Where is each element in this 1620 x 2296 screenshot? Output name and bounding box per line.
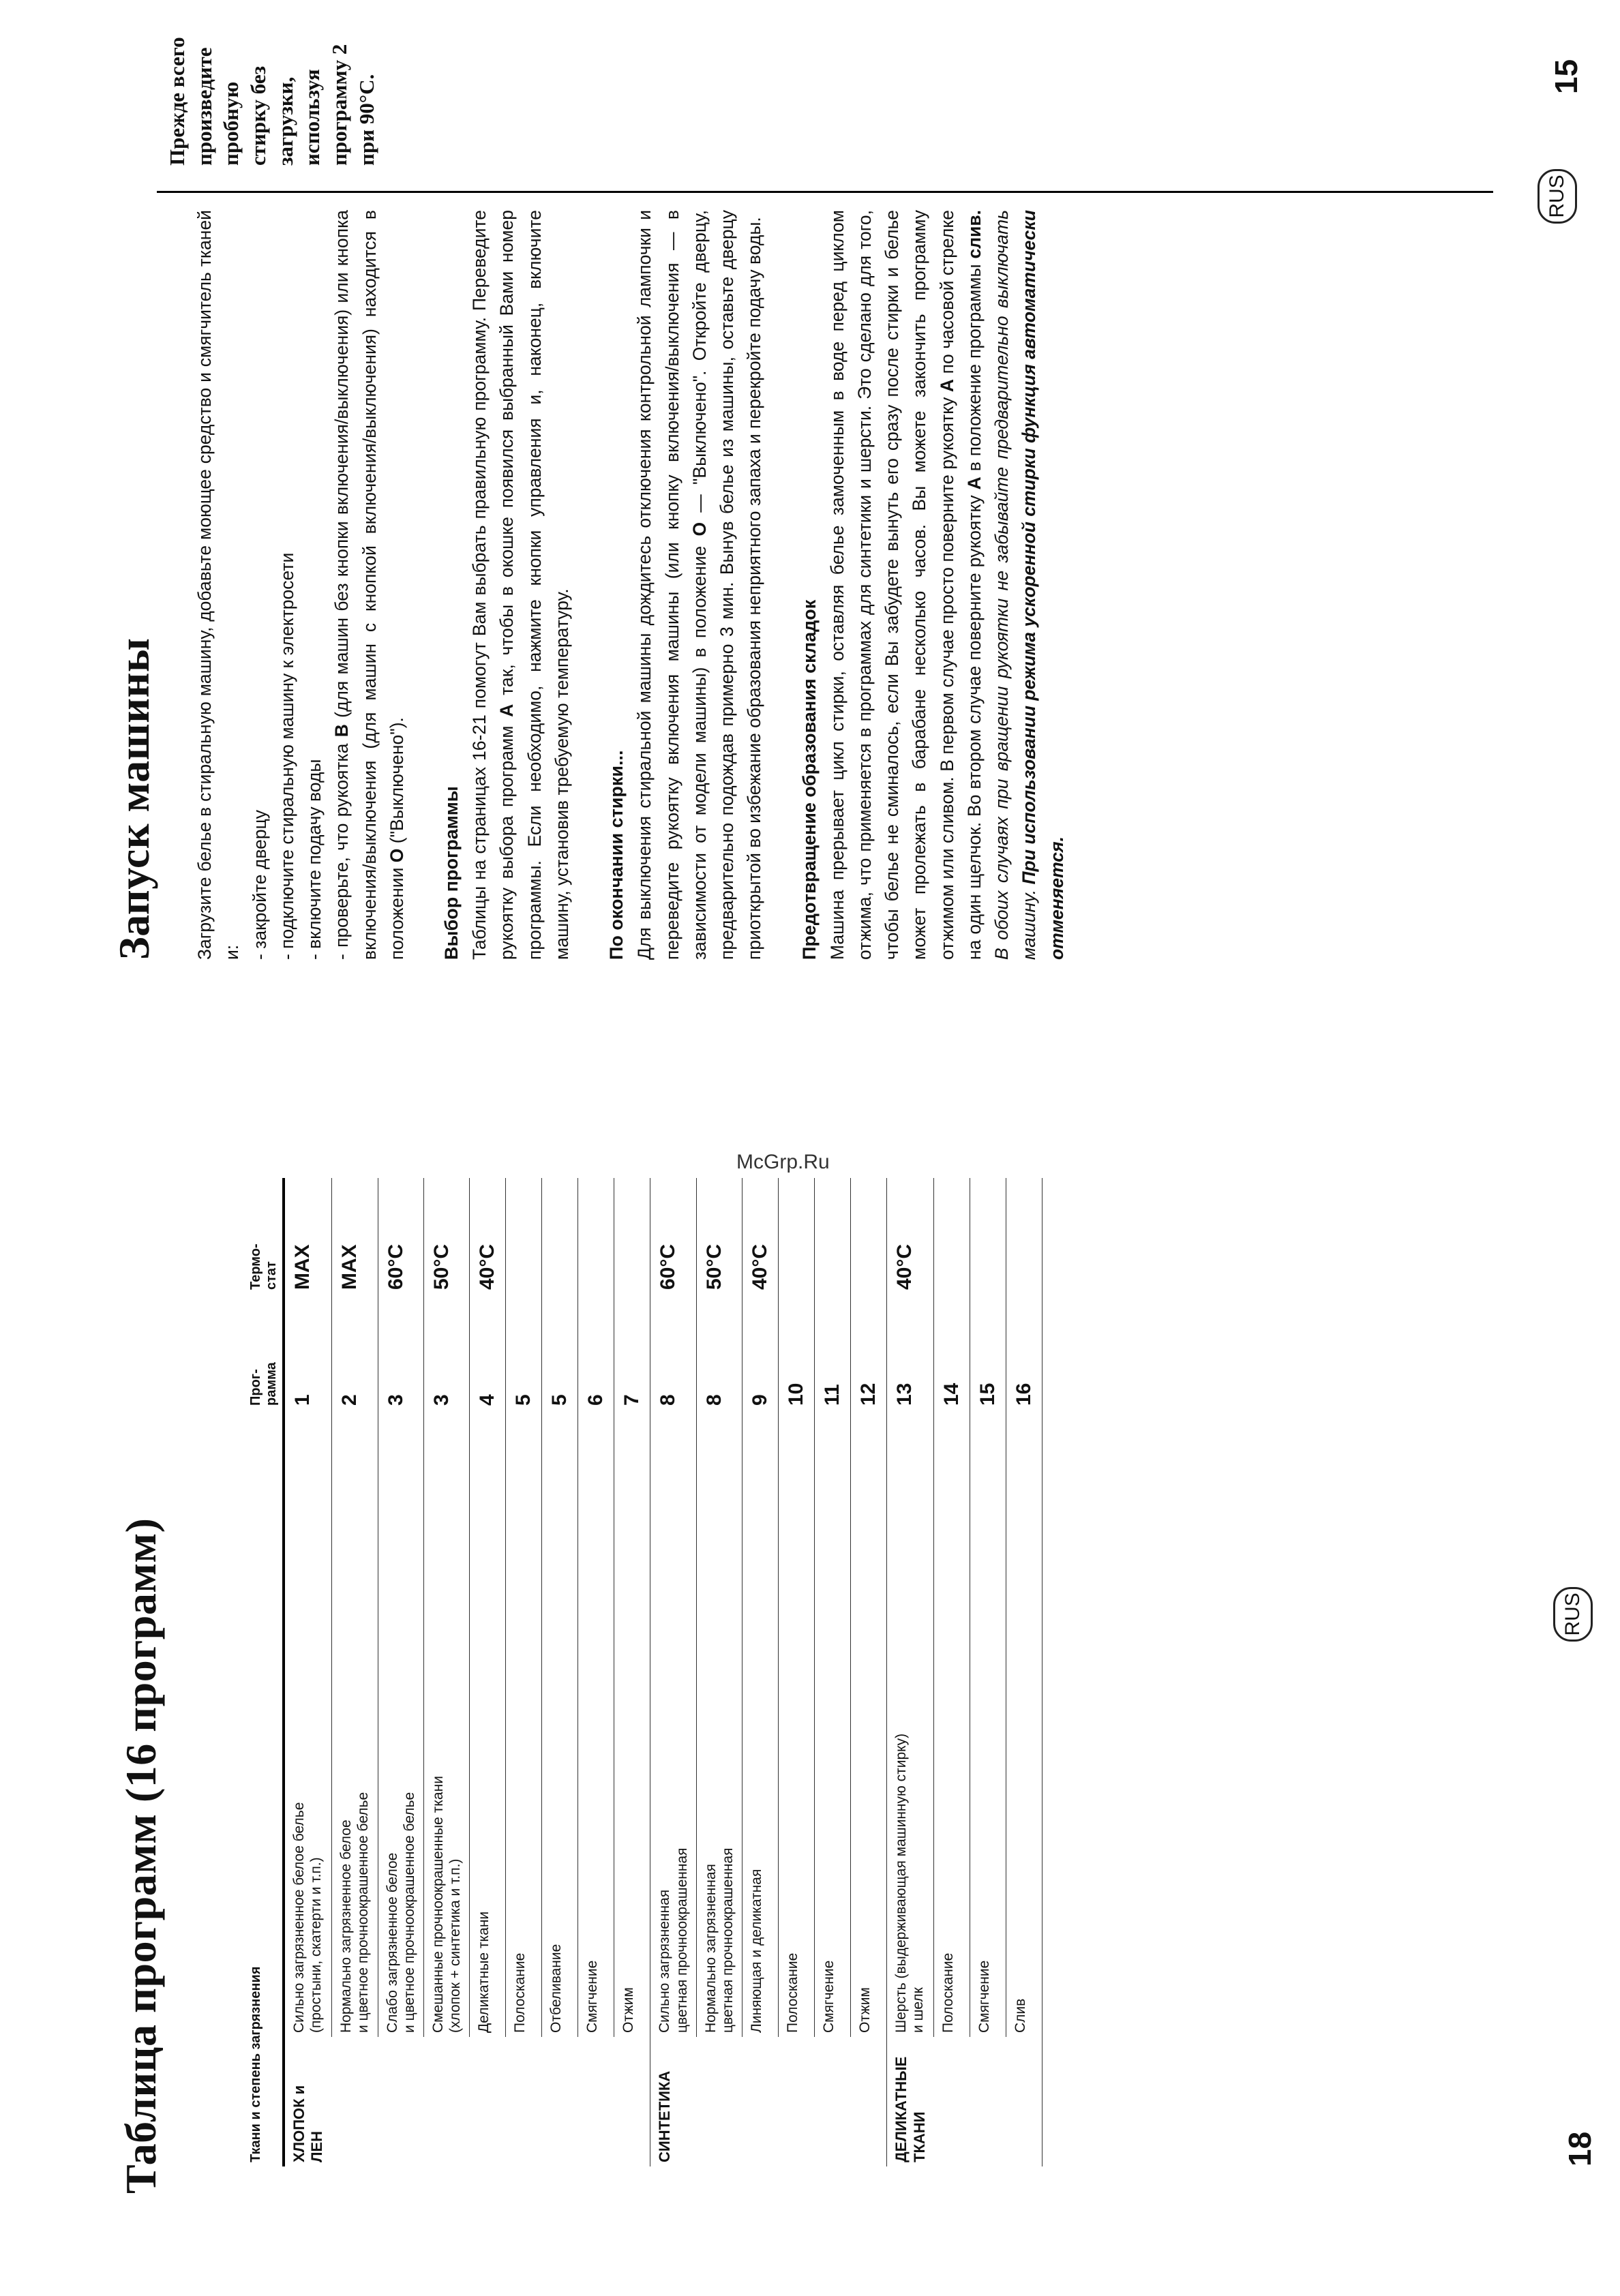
thermostat-cell bbox=[851, 1178, 887, 1294]
instructions-body bbox=[191, 210, 1070, 960]
program-number-cell: 9 bbox=[742, 1294, 779, 1410]
description-cell: Полоскание bbox=[779, 1410, 815, 2037]
description-cell: Смягчение bbox=[970, 1410, 1006, 2037]
description-cell: Сильно загрязненная цветная прочноокрашенная bbox=[650, 1410, 696, 2037]
table-row bbox=[887, 1178, 934, 2166]
step-4-knob-b: B bbox=[331, 724, 352, 738]
table-row bbox=[284, 1178, 332, 2166]
program-number-cell: 6 bbox=[578, 1294, 614, 1410]
sec3-knob-a-1: A bbox=[936, 378, 957, 393]
category-cell bbox=[424, 2037, 470, 2166]
sec1-text-a: Таблицы на страницах 16-21 помогут Вам выбрать правильную программу. Переведите рукоятку выбора программ bbox=[469, 210, 518, 960]
description-cell: Полоскание bbox=[934, 1410, 970, 2037]
table-row bbox=[470, 1178, 506, 2166]
thermostat-cell bbox=[779, 1178, 815, 1294]
program-number-cell: 15 bbox=[970, 1294, 1006, 1410]
program-number-cell: 10 bbox=[779, 1294, 815, 1410]
section-after-wash-text bbox=[631, 210, 768, 960]
sec1-knob-a: A bbox=[496, 704, 518, 717]
category-cell bbox=[779, 2037, 815, 2166]
header-program: Прог- рамма bbox=[245, 1294, 284, 1410]
section-program-select-title: Выбор программы bbox=[441, 786, 462, 960]
program-number-cell: 8 bbox=[650, 1294, 696, 1410]
step-4-text-e: ("Выключено"). bbox=[386, 717, 407, 849]
program-number-cell: 13 bbox=[887, 1294, 934, 1410]
program-number-cell: 3 bbox=[378, 1294, 423, 1410]
sec2-text-c: — "Выключено". Откройте дверцу, предварительно подождав примерно 3 мин. Вынув белье из машины, оставьте дверцу приоткрытой во избежание образования неприятного запаха и перекройте подачу воды. bbox=[689, 210, 765, 960]
program-number-cell: 11 bbox=[815, 1294, 851, 1410]
category-cell: ХЛОПОК и ЛЕН bbox=[290, 2085, 326, 2162]
category-cell bbox=[1006, 2037, 1042, 2166]
sec3-text-c: по часовой стрелке на один щелчок. Во втором случае поверните рукоятку bbox=[936, 210, 985, 960]
thermostat-cell bbox=[970, 1178, 1006, 1294]
category-cell bbox=[578, 2037, 614, 2166]
section-title: Запуск машины bbox=[110, 637, 158, 960]
program-number-cell: 12 bbox=[851, 1294, 887, 1410]
description-cell: Отжим bbox=[614, 1410, 650, 2037]
thermostat-cell: 40°C bbox=[887, 1178, 934, 1294]
category-cell bbox=[614, 2037, 650, 2166]
table-row bbox=[742, 1178, 779, 2166]
program-number-cell: 8 bbox=[696, 1294, 742, 1410]
sec1-text-c: так, чтобы в окошке появился выбранный Вами номер программы. Если необходимо, нажмите кнопки управления и, наконец, включите машину, установив требуемую температуру. bbox=[496, 210, 572, 960]
step-2: - подключите стиральную машину к электросети bbox=[276, 552, 297, 960]
page-title: Таблица программ (16 программ) bbox=[117, 1517, 165, 2194]
header-fabric: Ткани и степень загрязнения bbox=[245, 1410, 284, 2166]
table-row bbox=[578, 1178, 614, 2166]
step-3: - включите подачу воды bbox=[304, 759, 325, 960]
program-number-cell: 14 bbox=[934, 1294, 970, 1410]
thermostat-cell: 50°C bbox=[696, 1178, 742, 1294]
step-4-text-a: - проверьте, что рукоятка bbox=[331, 737, 352, 960]
table-row bbox=[851, 1178, 887, 2166]
program-number-cell: 4 bbox=[470, 1294, 506, 1410]
description-cell: Деликатные ткани bbox=[470, 1410, 506, 2037]
thermostat-cell bbox=[1006, 1178, 1042, 1294]
intro-text: Загрузите белье в стиральную машину, добавьте моющее средство и смягчитель тканей и: bbox=[194, 210, 243, 960]
description-cell: Смешанные прочноокрашенные ткани (хлопок + синтетика и т.п.) bbox=[424, 1410, 470, 2037]
description-cell: Нормально загрязненное белое и цветное прочноокрашенное белье bbox=[332, 1410, 378, 2037]
page-number-15: 15 bbox=[1548, 59, 1584, 94]
category-cell bbox=[851, 2037, 887, 2166]
thermostat-cell: 40°C bbox=[470, 1178, 506, 1294]
thermostat-cell bbox=[815, 1178, 851, 1294]
program-number-cell: 2 bbox=[332, 1294, 378, 1410]
table-row bbox=[614, 1178, 650, 2166]
category-cell bbox=[970, 2037, 1006, 2166]
sec3-drain: слив. bbox=[963, 209, 985, 259]
step-4 bbox=[328, 210, 410, 960]
sec3-knob-a-2: A bbox=[963, 477, 985, 490]
thermostat-cell bbox=[506, 1178, 542, 1294]
category-cell bbox=[332, 2037, 378, 2166]
description-cell: Сильно загрязненное белое белье (простыни, скатерти и т.п.) bbox=[284, 1410, 332, 2037]
section-crease-title: Предотвращение образования складок bbox=[798, 599, 820, 960]
thermostat-cell bbox=[542, 1178, 578, 1294]
sec3-text-e: в положение программы bbox=[963, 258, 985, 477]
program-number-cell: 7 bbox=[614, 1294, 650, 1410]
category-cell: СИНТЕТИКА bbox=[656, 2070, 674, 2162]
category-cell bbox=[506, 2037, 542, 2166]
thermostat-cell bbox=[934, 1178, 970, 1294]
sidebar-divider bbox=[157, 191, 1493, 193]
category-cell bbox=[470, 2037, 506, 2166]
thermostat-cell: 60°C bbox=[650, 1178, 696, 1294]
description-cell: Линяющая и деликатная bbox=[742, 1410, 779, 2037]
description-cell: Слабо загрязненное белое и цветное прочноокрашенное белье bbox=[378, 1410, 423, 2037]
section-program-select-text bbox=[466, 210, 575, 960]
lang-badge-left: RUS bbox=[1553, 1587, 1593, 1642]
table-row bbox=[970, 1178, 1006, 2166]
table-row bbox=[378, 1178, 423, 2166]
sec2-text-a: Для выключения стиральной машины дождитесь отключения контрольной лампочки и переведите рукоятку включения машины (или кнопку включения/выключения — в зависимости от модели машины) в положение bbox=[634, 210, 710, 960]
table-row bbox=[934, 1178, 970, 2166]
description-cell: Смягчение bbox=[815, 1410, 851, 2037]
table-row bbox=[779, 1178, 815, 2166]
description-cell: Слив bbox=[1006, 1410, 1042, 2037]
category-cell bbox=[696, 2037, 742, 2166]
page-18 bbox=[0, 1178, 1620, 2296]
table-row bbox=[332, 1178, 378, 2166]
thermostat-cell: 50°C bbox=[424, 1178, 470, 1294]
header-thermostat: Термо- стат bbox=[245, 1178, 284, 1294]
description-cell: Полоскание bbox=[506, 1410, 542, 2037]
category-cell bbox=[815, 2037, 851, 2166]
thermostat-cell bbox=[614, 1178, 650, 1294]
step-1: - закройте дверцу bbox=[249, 809, 270, 960]
lang-badge-right: RUS bbox=[1537, 169, 1577, 224]
table-row bbox=[696, 1178, 742, 2166]
table-header-row bbox=[245, 1178, 284, 2166]
program-number-cell: 5 bbox=[506, 1294, 542, 1410]
table-row bbox=[424, 1178, 470, 2166]
watermark: McGrp.Ru bbox=[736, 1151, 830, 1173]
page-number-18: 18 bbox=[1562, 2131, 1597, 2166]
category-cell bbox=[542, 2037, 578, 2166]
thermostat-cell: MAX bbox=[284, 1178, 332, 1294]
category-cell: ДЕЛИКАТНЫЕ ТКАНИ bbox=[892, 2056, 928, 2162]
program-number-cell: 5 bbox=[542, 1294, 578, 1410]
table-row bbox=[650, 1178, 696, 2166]
category-cell bbox=[378, 2037, 423, 2166]
table-row bbox=[1006, 1178, 1042, 2166]
thermostat-cell bbox=[578, 1178, 614, 1294]
program-number-cell: 1 bbox=[284, 1294, 332, 1410]
sec3-warning: В обоих случаях при вращении рукоятки не забывайте предварительно выключать машину. bbox=[991, 210, 1040, 960]
thermostat-cell: MAX bbox=[332, 1178, 378, 1294]
section-after-wash-title: По окончании стирки... bbox=[606, 750, 627, 960]
category-cell bbox=[934, 2037, 970, 2166]
table-row bbox=[815, 1178, 851, 2166]
section-crease-text bbox=[824, 210, 1070, 960]
step-4-text-c: (для машин без кнопки включения/выключения) или кнопка включения/выключения (для машин с кнопкой включения/выключения) находится в положении bbox=[331, 210, 407, 960]
program-number-cell: 3 bbox=[424, 1294, 470, 1410]
sec2-pos-o: O bbox=[689, 522, 710, 537]
description-cell: Отжим bbox=[851, 1410, 887, 2037]
description-cell: Отбеливание bbox=[542, 1410, 578, 2037]
step-4-pos-o: O bbox=[386, 848, 407, 863]
table-row bbox=[506, 1178, 542, 2166]
thermostat-cell: 60°C bbox=[378, 1178, 423, 1294]
description-cell: Нормально загрязненная цветная прочноокрашенная bbox=[696, 1410, 742, 2037]
description-cell: Смягчение bbox=[578, 1410, 614, 2037]
program-number-cell: 16 bbox=[1006, 1294, 1042, 1410]
side-note: Прежде всего произведите пробную стирку без загрузки, используя программу 2 при 90°C. bbox=[165, 37, 378, 166]
sec3-text-a: Машина прерывает цикл стирки, оставляя белье замоченным в воде перед циклом отжима, что применяется в программах для синтетики и шерсти. Это сделано для того, чтобы белье не сминалось, если Вы забудете вынуть его сразу после стирки и белье может пролежать в барабане несколько часов. Вы можете закончить программу отжимом или сливом. В первом случае просто поверните рукоятку bbox=[826, 210, 957, 960]
sec3-quick-wash-note: При использовании режима ускоренной стирки функция автоматически отменяется. bbox=[1019, 210, 1067, 960]
program-table-body bbox=[284, 1178, 1042, 2166]
table-row bbox=[542, 1178, 578, 2166]
category-cell bbox=[742, 2037, 779, 2166]
program-table bbox=[245, 1178, 1042, 2166]
description-cell: Шерсть (выдерживающая машинную стирку) и шелк bbox=[887, 1410, 934, 2037]
thermostat-cell: 40°C bbox=[742, 1178, 779, 1294]
